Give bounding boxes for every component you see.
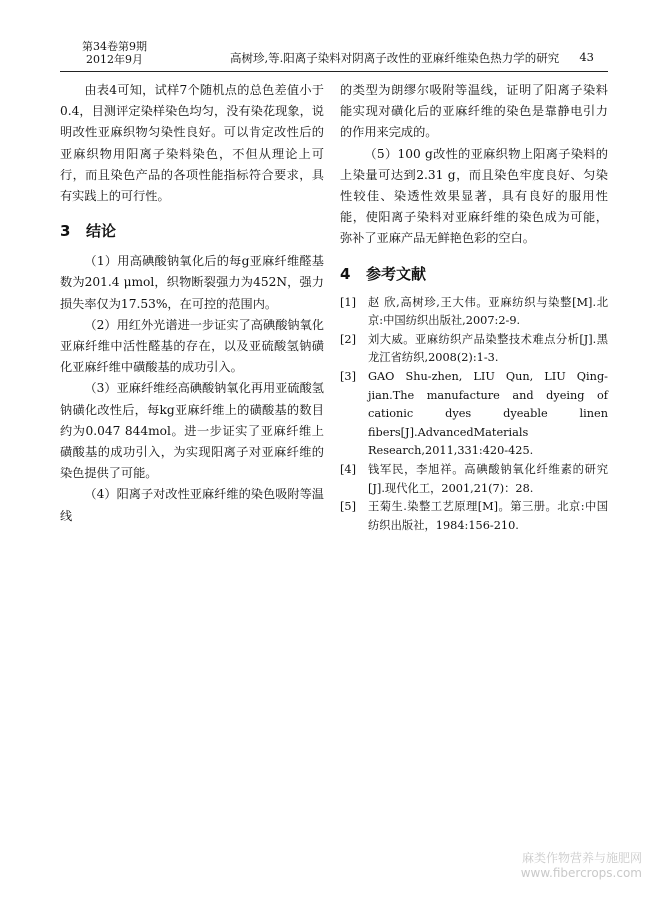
reference-item xyxy=(340,498,608,535)
conclusion-item-3: （3）亚麻纤维经高碘酸钠氧化再用亚硫酸氢钠磺化改性后，每kg亚麻纤维上的磺酸基的数目约为0.047 844mol。进一步证实了亚麻纤维上磺酸基的成功引入，为实现阳离子对亚麻纤维的染色提供了可能。 xyxy=(60,381,324,481)
section-title: 参考文献 xyxy=(366,264,427,283)
conclusion-item-4-continued: 的类型为朗缪尔吸附等温线，证明了阳离子染料能实现对磺化后的亚麻纤维的染色是靠静电引力的作用来完成的。 xyxy=(340,83,608,140)
right-column xyxy=(340,80,608,535)
conclusion-item-2: （2）用红外光谱进一步证实了高碘酸钠氧化亚麻纤维中活性醛基的存在，以及亚硫酸氢钠磺化亚麻纤维中磺酸基的成功引入。 xyxy=(60,317,324,375)
site-watermark xyxy=(521,851,642,881)
running-title: 高树珍,等.阳离子染料对阴离子改性的亚麻纤维染色热力学的研究 xyxy=(230,51,560,65)
conclusion-item-5: （5）100 g改性的亚麻织物上阳离子染料的上染量可达到2.31 g，而且染色牢度良好、匀染性较佳、染透性效果显著，具有良好的服用性能，使阳离子染料对亚麻纤维的染色成为可能，弥补了亚麻产品无鲜艳色彩的空白。 xyxy=(340,146,608,246)
reference-item xyxy=(340,331,608,368)
section-number: 3 xyxy=(60,222,71,241)
section-title: 结论 xyxy=(86,222,117,241)
left-column xyxy=(60,80,324,527)
reference-number: [5] xyxy=(340,500,357,514)
reference-item xyxy=(340,368,608,461)
section-number: 4 xyxy=(340,264,351,283)
reference-text: GAO Shu-zhen, LIU Qun, LIU Qing-jian.The manufacture and dyeing of cationic dyes dyeable linen fibers[J].AdvancedMaterials Research,2011,331:420-425. xyxy=(368,370,608,458)
page-header xyxy=(60,38,608,72)
section-heading-conclusion xyxy=(60,221,324,241)
header-rule xyxy=(60,71,608,72)
journal-date: 2012年9月 xyxy=(86,53,143,66)
section-heading-references xyxy=(340,264,608,284)
reference-list xyxy=(340,294,608,536)
watermark-url: www.fibercrops.com xyxy=(520,866,642,880)
conclusion-item-1: （1）用高碘酸钠氧化后的每g亚麻纤维醛基数为201.4 μmol，织物断裂强力为452N，强力损失率仅为17.53%，在可控的范围内。 xyxy=(60,254,324,311)
reference-number: [2] xyxy=(340,332,357,346)
page-number: 43 xyxy=(579,50,594,64)
conclusion-item-4-start: （4）阳离子对改性亚麻纤维的染色吸附等温线 xyxy=(60,487,324,523)
intro-paragraph: 由表4可知，试样7个随机点的总色差值小于0.4，目测评定染样染色均匀，没有染花现象，说明改性亚麻织物匀染性良好。可以肯定改性后的亚麻织物用阳离子染料染色，不但从理论上可行，而且染色产品的各项性能指标符合要求，具有实践上的可行性。 xyxy=(60,83,324,204)
reference-number: [1] xyxy=(340,295,357,309)
watermark-site-name: 麻类作物营养与施肥网 xyxy=(521,851,642,865)
reference-text: 王菊生.染整工艺原理[M]。第三册。北京:中国纺织出版社，1984:156-210. xyxy=(368,500,608,532)
reference-number: [3] xyxy=(340,370,357,383)
journal-issue xyxy=(82,40,147,66)
reference-number: [4] xyxy=(340,462,357,476)
journal-volume-issue: 第34卷第9期 xyxy=(82,40,147,53)
reference-text: 刘大威。亚麻纺织产品染整技术难点分析[J].黑龙江省纺织,2008(2):1-3. xyxy=(368,332,608,365)
reference-item xyxy=(340,461,608,498)
reference-item xyxy=(340,294,608,331)
reference-text: 赵 欣,高树珍,王大伟。亚麻纺织与染整[M].北京:中国纺织出版社,2007:2-9. xyxy=(368,295,608,328)
reference-text: 钱军民，李旭祥。高碘酸钠氧化纤维素的研究[J].现代化工，2001,21(7)：28. xyxy=(368,462,608,495)
